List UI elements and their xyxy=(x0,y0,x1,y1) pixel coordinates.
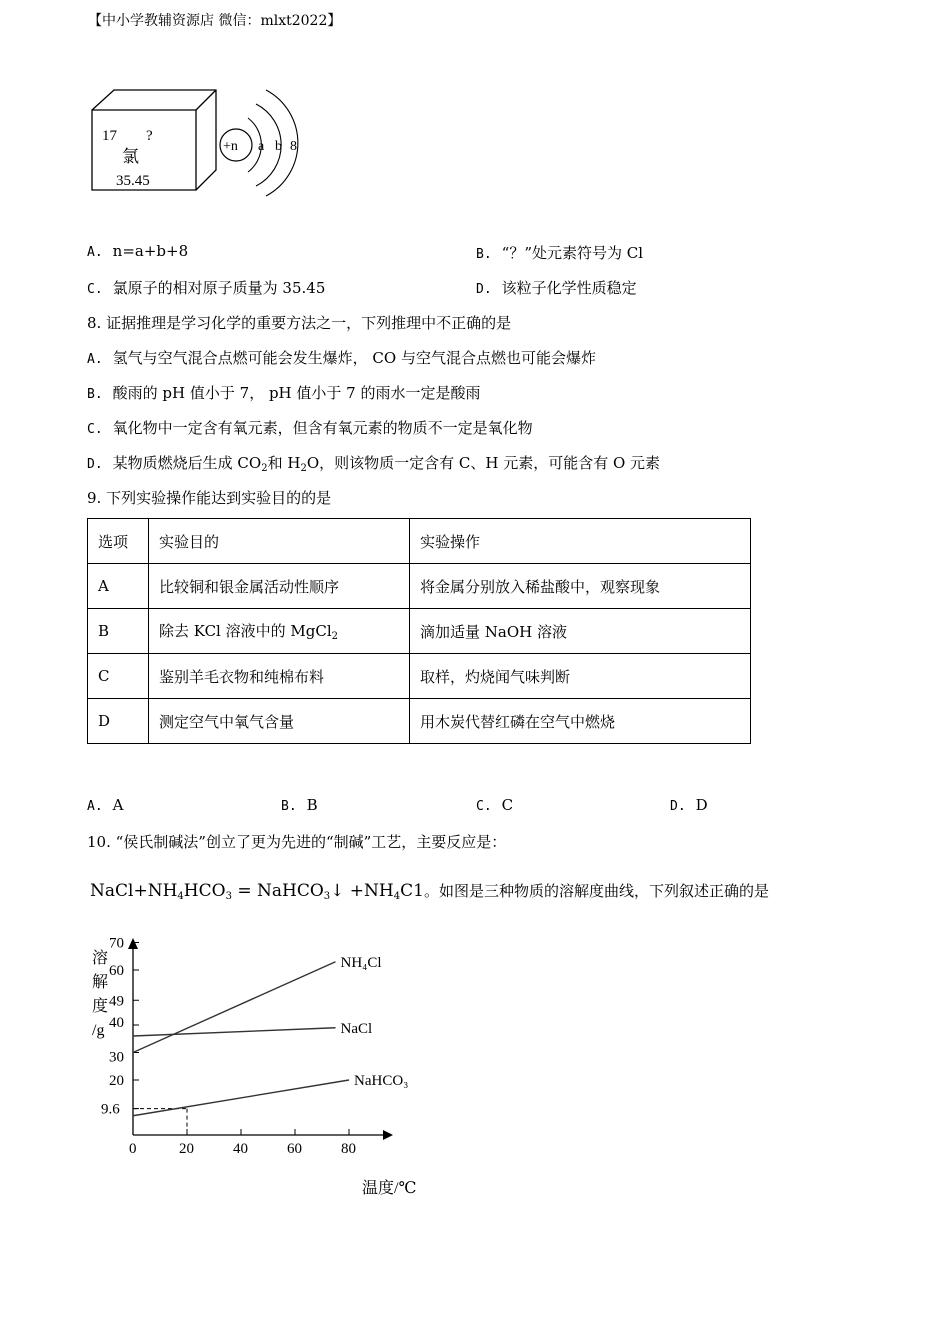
q9-table xyxy=(87,518,751,744)
series-line-0 xyxy=(133,962,336,1053)
q8-option-c: C. 氧化物中一定含有氧元素，但含有氧元素的物质不一定是氧化物 xyxy=(87,419,533,437)
series-line-1 xyxy=(133,1028,336,1036)
series-label-0: NH₄Cl xyxy=(340,954,382,971)
q10-equation: $NaCl+NH_4HCO_3$ = NaHCO$_3$↓ $+NH_4C1$。如图是三种物质的溶解度曲线，下列叙述正确的是 xyxy=(90,881,769,902)
q8-option-d: D. 某物质燃烧后生成 $CO_2$和 $H_2O$，则该物质一定含有 C、H 元素，可能含有 O 元素 xyxy=(87,454,661,474)
q9-option-c: C. C xyxy=(476,796,514,814)
table-row: D 测定空气中氧气含量 用木炭代替红磷在空气中燃烧 xyxy=(88,699,751,744)
table-row: A 比较铜和银金属活动性顺序 将金属分别放入稀盐酸中，观察现象 xyxy=(88,564,751,609)
x-tick-label: 40 xyxy=(233,1141,248,1157)
header-operation: 实验操作 xyxy=(410,519,751,564)
shell-8: 8 xyxy=(290,139,297,154)
atomic-mass: 35.45 xyxy=(116,173,150,189)
y-tick-label: 9.6 xyxy=(101,1101,120,1118)
header-option: 选项 xyxy=(88,519,149,564)
shell-b: b xyxy=(275,139,282,154)
q7-option-c: C. 氯原子的相对原子质量为 35.45 xyxy=(87,279,326,297)
x-tick-label: 0 xyxy=(129,1141,137,1157)
series-label-1: NaCl xyxy=(340,1020,373,1037)
chlorine-element-figure xyxy=(86,86,316,198)
x-axis-label: 温度/℃ xyxy=(362,1180,417,1197)
q10-stem: 10. “侯氏制碱法”创立了更为先进的“制碱”工艺，主要反应是： xyxy=(87,833,507,851)
unknown-symbol: ? xyxy=(146,128,153,144)
q8-stem: 8. 证据推理是学习化学的重要方法之一，下列推理中不正确的是 xyxy=(87,314,512,332)
shell-a: a xyxy=(258,139,265,154)
element-name: 氯 xyxy=(122,147,139,166)
table-row: C 鉴别羊毛衣物和纯棉布料 取样，灼烧闻气味判断 xyxy=(88,654,751,699)
q9-option-d: D. D xyxy=(670,796,708,814)
solubility-chart xyxy=(80,935,440,1205)
page-header: 【中小学教辅资源店 微信：mlxt2022】 xyxy=(88,13,342,29)
y-tick-label: 20 xyxy=(109,1073,124,1089)
y-axis-label-char: 度 xyxy=(92,998,109,1015)
y-tick-label: 49 xyxy=(109,993,124,1010)
q7-option-d: D. 该粒子化学性质稳定 xyxy=(476,279,637,297)
y-tick-label: 60 xyxy=(109,963,124,979)
q8-option-a: A. 氢气与空气混合点燃可能会发生爆炸， CO 与空气混合点燃也可能会爆炸 xyxy=(87,349,596,367)
y-tick-label: 70 xyxy=(109,935,124,952)
y-axis-arrow xyxy=(128,938,138,949)
q7-option-a: A. n=a+b+8 xyxy=(87,242,189,260)
y-tick-label: 30 xyxy=(109,1049,124,1066)
y-axis-label-unit: /g xyxy=(92,1022,105,1039)
table-header-row xyxy=(88,519,751,564)
series-label-2: NaHCO₃ xyxy=(354,1073,409,1089)
q9-option-b: B. B xyxy=(281,796,318,814)
x-tick-label: 60 xyxy=(287,1141,302,1157)
y-axis-label-char: 解 xyxy=(92,974,109,991)
y-tick-label: 40 xyxy=(109,1015,124,1031)
y-axis-label-char: 溶 xyxy=(92,950,109,967)
q9-stem: 9. 下列实验操作能达到实验目的的是 xyxy=(87,489,332,507)
q8-option-b: B. 酸雨的 pH 值小于 7， pH 值小于 7 的雨水一定是酸雨 xyxy=(87,384,481,402)
x-axis-arrow xyxy=(383,1130,393,1140)
q7-option-b: B. “？”处元素符号为 Cl xyxy=(476,244,644,262)
x-tick-label: 80 xyxy=(341,1141,356,1157)
x-tick-label: 20 xyxy=(179,1141,194,1157)
table-row: B 除去 KCl 溶液中的 MgCl$_2$ 滴加适量 NaOH 溶液 xyxy=(88,609,751,654)
q9-option-a: A. A xyxy=(87,796,124,814)
atomic-number: 17 xyxy=(102,128,117,144)
header-goal: 实验目的 xyxy=(149,519,410,564)
nucleus-charge: +n xyxy=(223,139,238,154)
series-line-2 xyxy=(133,1080,349,1116)
